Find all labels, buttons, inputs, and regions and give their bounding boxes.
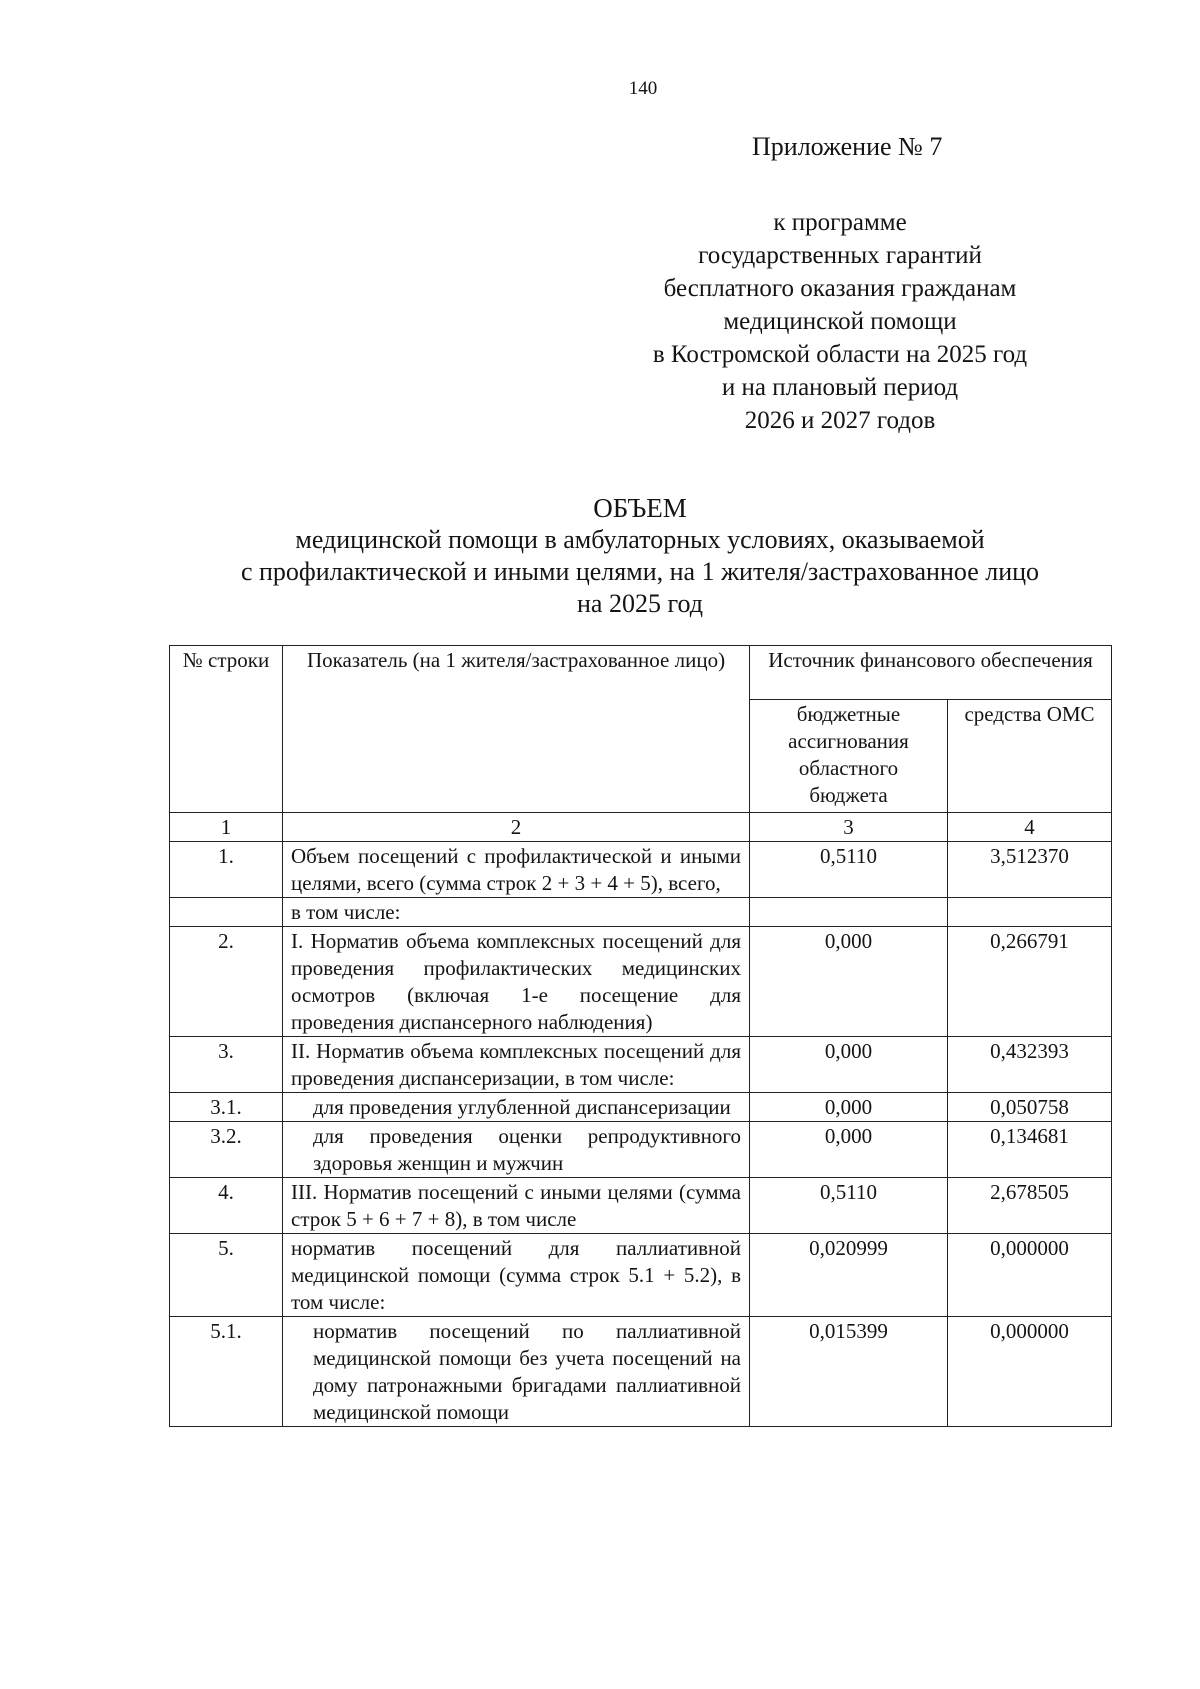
document-title-main: ОБЪЕМ xyxy=(593,493,687,523)
table-row xyxy=(170,1317,1112,1427)
table-row xyxy=(170,842,1112,898)
table-row xyxy=(170,1093,1112,1122)
row-indicator: в том числе: xyxy=(283,898,750,927)
appendix-line: государственных гарантий xyxy=(698,242,982,269)
appendix-line: к программе xyxy=(773,209,907,236)
appendix-subtitle xyxy=(620,206,1060,437)
document-title xyxy=(170,492,1110,620)
row-indicator: для проведения оценки репродуктивного здоровья женщин и мужчин xyxy=(283,1122,750,1178)
appendix-line: в Костромской области на 2025 год xyxy=(652,341,1028,368)
row-oms-value: 3,512370 xyxy=(948,842,1112,898)
row-budget-value: 0,000 xyxy=(750,1037,948,1093)
row-oms-value: 0,266791 xyxy=(948,927,1112,1037)
header-funding-source: Источник финансового обеспечения xyxy=(750,646,1112,700)
appendix-line: медицинской помощи xyxy=(723,308,957,335)
row-indicator: Объем посещений с профилактической и иными целями, всего (сумма строк 2 + 3 + 4 + 5), всего, xyxy=(283,842,750,898)
row-number: 1. xyxy=(170,842,283,898)
row-number: 3. xyxy=(170,1037,283,1093)
row-number: 4. xyxy=(170,1178,283,1234)
row-oms-value xyxy=(948,898,1112,927)
appendix-line: и на плановый период xyxy=(721,374,959,401)
row-oms-value: 0,000000 xyxy=(948,1317,1112,1427)
row-budget-value: 0,000 xyxy=(750,1093,948,1122)
row-indicator: III. Норматив посещений с иными целями (сумма строк 5 + 6 + 7 + 8), в том числе xyxy=(283,1178,750,1234)
column-number: 3 xyxy=(750,813,948,842)
document-title-line: на 2025 год xyxy=(577,589,703,618)
header-oms: средства ОМС xyxy=(948,700,1112,813)
row-oms-value: 0,432393 xyxy=(948,1037,1112,1093)
row-budget-value: 0,015399 xyxy=(750,1317,948,1427)
row-number: 5.1. xyxy=(170,1317,283,1427)
table-row xyxy=(170,1234,1112,1317)
row-indicator: норматив посещений для паллиативной медицинской помощи (сумма строк 5.1 + 5.2), в том числе: xyxy=(283,1234,750,1317)
header-row-number: № строки xyxy=(170,646,283,813)
table-row xyxy=(170,898,1112,927)
row-number: 3.1. xyxy=(170,1093,283,1122)
row-budget-value xyxy=(750,898,948,927)
page-number: 140 xyxy=(628,78,658,99)
table-row xyxy=(170,1122,1112,1178)
row-budget-value: 0,000 xyxy=(750,1122,948,1178)
row-budget-value: 0,020999 xyxy=(750,1234,948,1317)
row-number: 2. xyxy=(170,927,283,1037)
table-row xyxy=(170,1037,1112,1093)
volume-table xyxy=(169,645,1112,1427)
row-number: 5. xyxy=(170,1234,283,1317)
column-number: 4 xyxy=(948,813,1112,842)
header-budget: бюджетные ассигнования областного бюджета xyxy=(750,700,948,813)
row-budget-value: 0,5110 xyxy=(750,842,948,898)
column-numbers-row xyxy=(170,813,1112,842)
row-number: 3.2. xyxy=(170,1122,283,1178)
document-title-line: медицинской помощи в амбулаторных условиях, оказываемой xyxy=(295,525,985,554)
table-row xyxy=(170,1178,1112,1234)
row-indicator: для проведения углубленной диспансеризации xyxy=(283,1093,750,1122)
row-indicator: I. Норматив объема комплексных посещений для проведения профилактических медицинских осмотров (включая 1-е посещение для проведения диспансерного наблюдения) xyxy=(283,927,750,1037)
row-number xyxy=(170,898,283,927)
column-number: 1 xyxy=(170,813,283,842)
column-number: 2 xyxy=(283,813,750,842)
row-indicator: II. Норматив объема комплексных посещений для проведения диспансеризации, в том числе: xyxy=(283,1037,750,1093)
row-budget-value: 0,000 xyxy=(750,927,948,1037)
row-oms-value: 0,050758 xyxy=(948,1093,1112,1122)
appendix-title: Приложение № 7 xyxy=(752,132,943,161)
row-oms-value: 0,134681 xyxy=(948,1122,1112,1178)
row-budget-value: 0,5110 xyxy=(750,1178,948,1234)
table-row xyxy=(170,927,1112,1037)
row-oms-value: 0,000000 xyxy=(948,1234,1112,1317)
document-title-line: с профилактической и иными целями, на 1 жителя/застрахованное лицо xyxy=(240,557,1040,586)
row-oms-value: 2,678505 xyxy=(948,1178,1112,1234)
header-indicator: Показатель (на 1 жителя/застрахованное лицо) xyxy=(283,646,750,813)
appendix-line: бесплатного оказания гражданам xyxy=(663,275,1017,302)
appendix-line: 2026 и 2027 годов xyxy=(744,407,936,434)
row-indicator: норматив посещений по паллиативной медицинской помощи без учета посещений на дому патронажными бригадами паллиативной медицинской помощи xyxy=(283,1317,750,1427)
